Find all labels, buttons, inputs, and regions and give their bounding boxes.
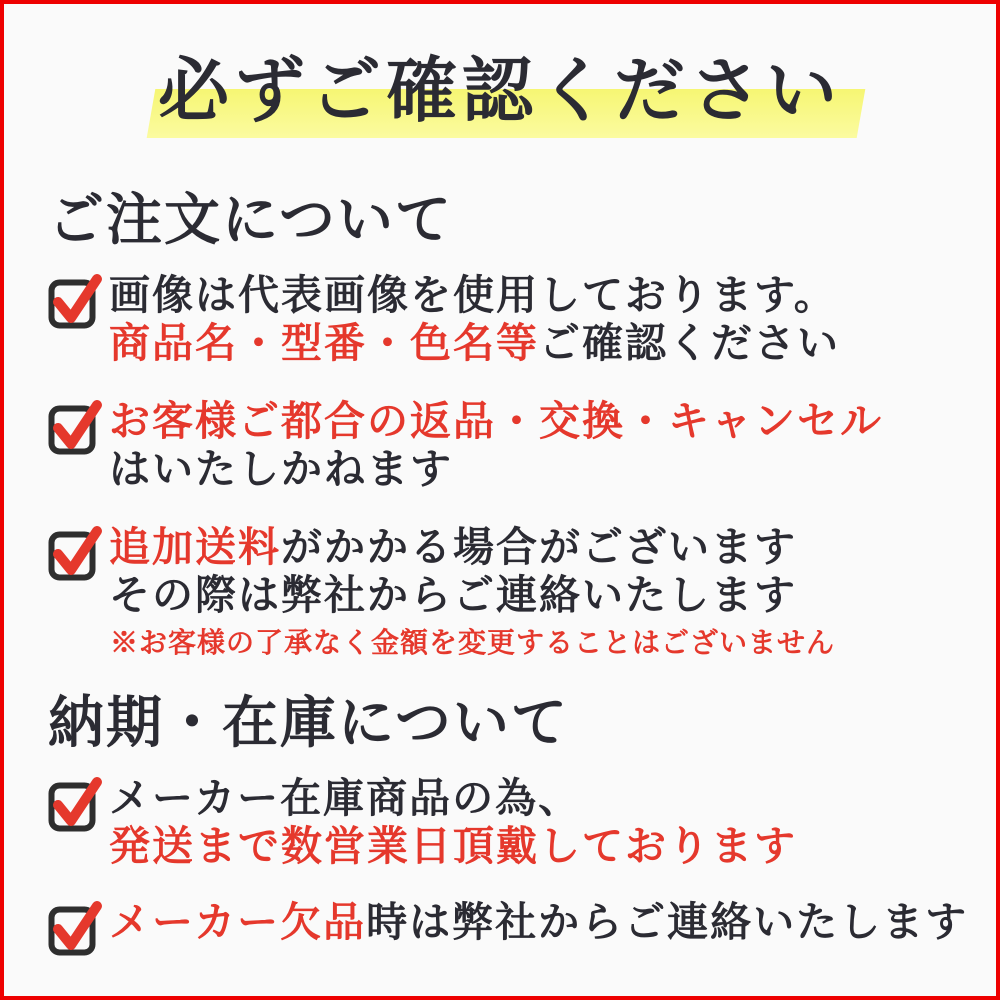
price-change-note: ※お客様の了承なく金額を変更することはございません xyxy=(110,628,836,660)
text-segment: 画像は代表画像を使用しております。 xyxy=(109,272,837,319)
item-text xyxy=(109,271,840,367)
item-line xyxy=(109,271,840,319)
checked-checkbox-icon xyxy=(48,273,100,329)
checklist-item-representative-image xyxy=(48,271,952,367)
text-segment: がかかる場合がございます xyxy=(281,524,797,571)
title-banner xyxy=(4,44,996,140)
checklist-item-returns xyxy=(48,397,952,493)
page-title: 必ずご確認ください xyxy=(157,53,842,131)
checked-checkbox-icon xyxy=(48,525,100,581)
item-line xyxy=(109,523,797,571)
text-segment: はいたしかねます xyxy=(109,446,453,493)
item-line xyxy=(109,571,797,619)
checked-checkbox-icon xyxy=(48,900,100,956)
item-line xyxy=(109,822,797,870)
text-segment: ご確認ください xyxy=(539,320,840,367)
item-line xyxy=(109,445,883,493)
checked-checkbox-icon xyxy=(48,399,100,455)
section-heading-delivery: 納期・在庫について xyxy=(48,692,569,755)
checklist-item-extra-shipping xyxy=(48,523,952,619)
checklist-item-maker-stock xyxy=(48,774,952,870)
text-segment-red: 発送まで数営業日頂戴しております xyxy=(109,822,797,869)
item-text xyxy=(109,523,797,619)
text-segment-red: 追加送料 xyxy=(109,524,281,571)
item-text xyxy=(109,898,968,946)
section-heading-order: ご注文について xyxy=(48,190,453,252)
item-text xyxy=(109,397,883,493)
text-segment-red: 商品名・型番・色名等 xyxy=(109,320,539,367)
item-line xyxy=(109,397,883,445)
section-order xyxy=(4,188,996,661)
checked-checkbox-icon xyxy=(48,776,100,832)
item-line xyxy=(109,774,797,822)
item-line xyxy=(109,319,840,367)
text-segment: その際は弊社からご連絡いたします xyxy=(109,572,797,619)
text-segment: メーカー在庫商品の為、 xyxy=(109,774,582,821)
checklist-item-maker-shortage xyxy=(48,898,969,956)
text-segment-red: お客様ご都合の返品・交換・キャンセル xyxy=(109,398,883,445)
text-segment: 時は弊社からご連絡いたします xyxy=(366,898,969,945)
section-delivery-stock xyxy=(4,691,996,956)
item-line xyxy=(109,898,968,946)
item-text xyxy=(109,774,797,870)
text-segment-red: メーカー欠品 xyxy=(109,898,367,945)
